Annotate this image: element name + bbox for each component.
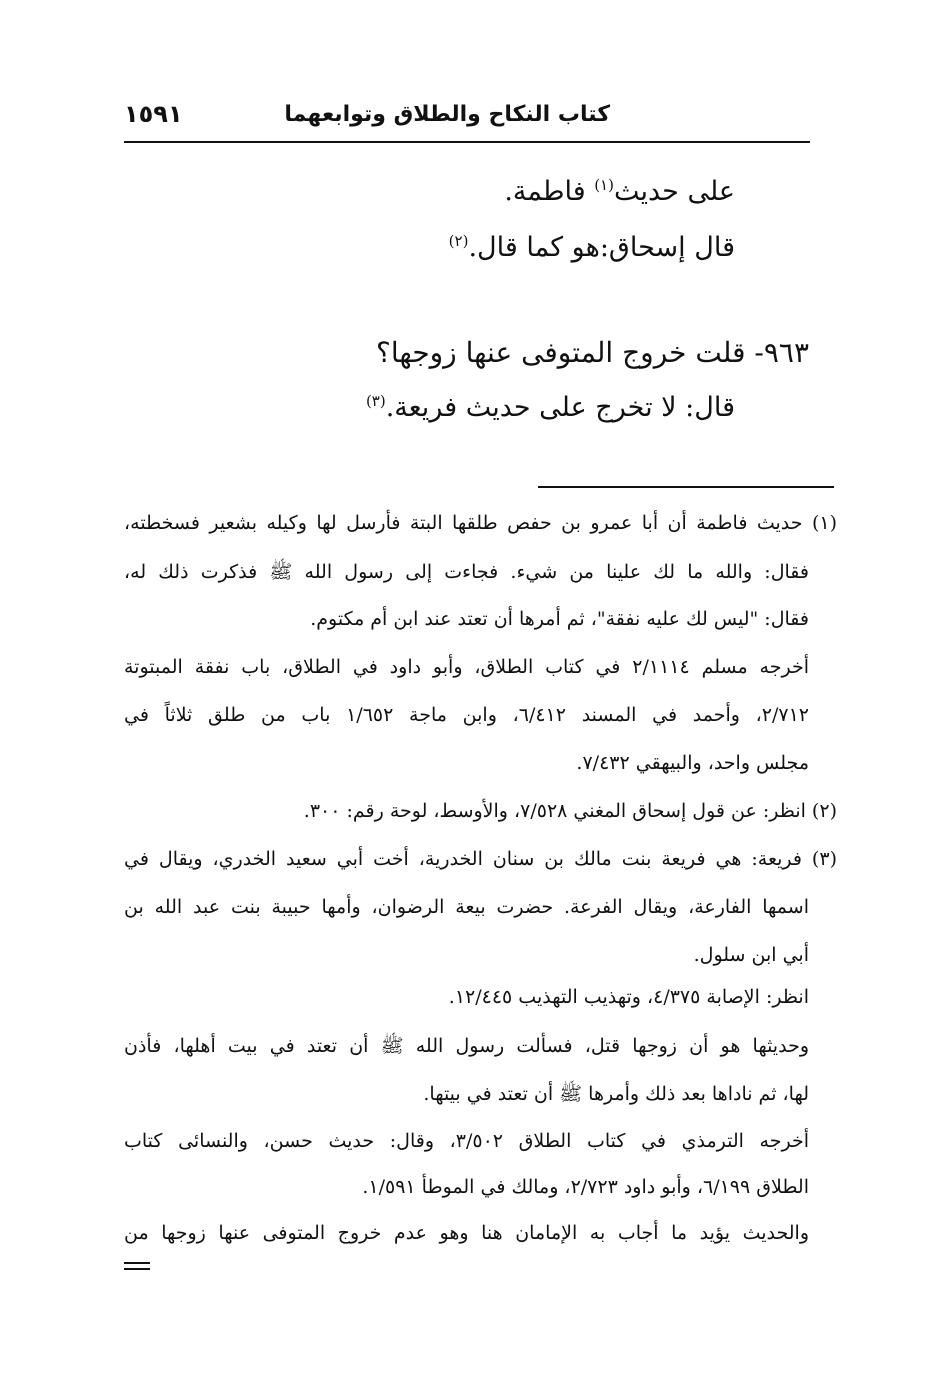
footnote-line: اسمها الفارعة، ويقال الفرعة. حضرت بيعة الرضوان، وأمها حبيبة بنت عبد الله بن: [124, 896, 809, 918]
main-line-2: [449, 232, 735, 263]
footnote-line: الطلاق ٦/١٩٩، وأبو داود ٢/٧٢٣، ومالك في الموطأ ١/٥٩١.: [362, 1176, 809, 1198]
footnote-line: والحديث يؤيد ما أجاب به الإمامان هنا وهو عدم خروج المتوفى عنها زوجها من: [124, 1222, 809, 1244]
main-line-1-text: على حديث: [613, 176, 735, 207]
footnote-ref-1: (١): [594, 176, 614, 194]
answer-text: قال: لا تخرج على حديث فريعة.: [385, 392, 735, 423]
question-heading: ٩٦٣- قلت خروج المتوفى عنها زوجها؟: [376, 336, 809, 369]
footnote-line: (٢) انظر: عن قول إسحاق المغني ٧/٥٢٨، والأوسط، لوحة رقم: ٣٠٠.: [303, 800, 837, 822]
page-title: كتاب النكاح والطلاق وتوابعهما: [284, 102, 610, 127]
footnote-separator: [538, 486, 834, 488]
footnote-line: انظر: الإصابة ٤/٣٧٥، وتهذيب التهذيب ١٢/٤٤٥.: [448, 986, 809, 1008]
answer-line: [366, 392, 735, 423]
footnote-line: فقال: والله ما لك علينا من شيء. فجاءت إلى رسول الله ﷺ فذكرت ذلك له،: [124, 561, 809, 583]
main-line-1: [504, 176, 735, 207]
footnote-line: (٣) فريعة: هي فريعة بنت مالك بن سنان الخدرية، أخت أبي سعيد الخدري، ويقال في: [124, 848, 837, 870]
footnote-line: (١) حديث فاطمة أن أبا عمرو بن حفص طلقها البتة فأرسل لها وكيله بشعير فسخطته،: [124, 512, 837, 534]
main-line-1-tail: فاطمة.: [504, 176, 595, 207]
page-number: ١٥٩١: [124, 100, 183, 128]
main-line-2-text: قال إسحاق:هو كما قال.: [468, 232, 735, 263]
footnote-line: أخرجه الترمذي في كتاب الطلاق ٣/٥٠٢، وقال: حديث حسن، والنسائى كتاب: [124, 1130, 809, 1152]
footnote-line: أخرجه مسلم ٢/١١١٤ في كتاب الطلاق، وأبو داود في الطلاق، باب نفقة المبتوتة: [124, 656, 809, 678]
continuation-mark: [124, 1262, 150, 1272]
footnote-line: وحديثها هو أن زوجها قتل، فسألت رسول الله ﷺ أن تعتد في بيت أهلها، فأذن: [124, 1035, 809, 1057]
footnote-ref-3: (٣): [365, 392, 386, 410]
footnote-line: أبي ابن سلول.: [693, 944, 809, 966]
running-header: [124, 96, 810, 136]
footnote-line: لها، ثم ناداها بعد ذلك وأمرها ﷺ أن تعتد في بيتها.: [423, 1083, 809, 1105]
footnote-ref-2: (٢): [448, 232, 469, 250]
footnote-line: ٢/٧١٢، وأحمد في المسند ٦/٤١٢، وابن ماجة ١/٦٥٢ باب من طلق ثلاثاً في: [124, 704, 810, 726]
header-rule: [124, 141, 810, 143]
footnote-line: فقال: "ليس لك عليه نفقة"، ثم أمرها أن تعتد عند ابن أم مكتوم.: [310, 608, 809, 630]
footnote-line: مجلس واحد، والبيهقي ٧/٤٣٢.: [576, 752, 809, 774]
